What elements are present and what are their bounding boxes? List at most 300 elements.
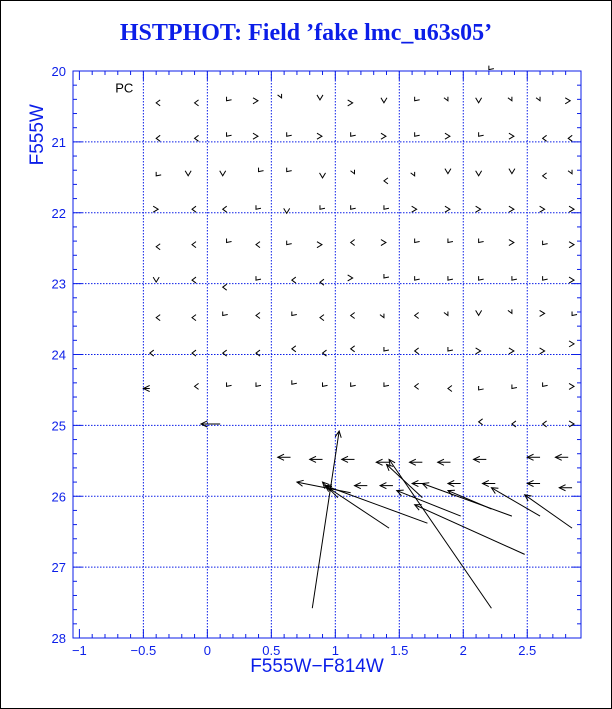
vector-arrow — [201, 421, 220, 427]
arrow-head — [381, 240, 386, 246]
vector-arrow — [415, 97, 420, 101]
arrow-head — [384, 347, 389, 351]
vector-arrow — [223, 206, 227, 212]
arrow-head — [509, 169, 515, 174]
vector-arrow — [317, 95, 323, 100]
arrow-head — [543, 421, 547, 427]
arrow-head — [351, 205, 356, 209]
x-tick-label: 0 — [203, 643, 211, 658]
arrow-head — [351, 240, 355, 246]
arrow-shaft — [415, 505, 525, 555]
axis-ticks — [52, 64, 581, 658]
arrow-head — [445, 133, 450, 139]
arrow-head — [543, 173, 547, 179]
arrow-head — [512, 421, 516, 427]
arrow-head — [317, 133, 322, 139]
arrow-head — [292, 346, 296, 352]
vector-arrow — [153, 206, 158, 212]
arrow-head — [351, 132, 356, 136]
vector-arrow — [543, 382, 548, 386]
arrow-head — [569, 277, 574, 283]
arrow-head — [448, 276, 453, 280]
arrow-head — [512, 276, 517, 280]
vector-arrow — [476, 171, 482, 176]
arrow-head — [156, 172, 161, 176]
arrow-head — [540, 310, 545, 316]
vector-arrow — [527, 454, 540, 460]
arrow-head — [509, 133, 514, 139]
vector-arrow — [156, 315, 160, 321]
vector-arrow — [348, 275, 353, 281]
arrow-shaft — [389, 459, 491, 608]
vector-arrow — [156, 244, 160, 250]
arrow-head — [153, 206, 158, 212]
arrow-head — [415, 239, 420, 243]
vector-arrow — [312, 431, 341, 608]
vector-arrow — [342, 456, 355, 462]
arrow-head — [476, 310, 482, 315]
vector-arrow — [415, 132, 420, 136]
vector-arrow — [317, 133, 322, 139]
vector-arrows — [143, 66, 577, 609]
arrow-head — [569, 206, 574, 212]
vector-arrow — [415, 276, 420, 280]
vector-arrow — [351, 382, 356, 386]
y-tick-label: 28 — [51, 631, 66, 646]
vector-arrow — [384, 382, 389, 386]
vector-arrow — [310, 456, 323, 462]
arrow-head — [195, 383, 199, 389]
vector-arrow — [569, 242, 574, 248]
vector-arrow — [509, 169, 515, 174]
arrow-head — [195, 135, 199, 141]
arrow-head — [476, 171, 482, 176]
vector-arrow — [476, 348, 481, 354]
arrow-head — [509, 206, 514, 212]
arrow-head — [256, 313, 260, 319]
arrow-head — [220, 171, 226, 176]
x-tick-label: 0.5 — [262, 643, 281, 658]
vector-arrow — [482, 480, 495, 486]
vector-arrow — [351, 313, 355, 319]
vector-arrow — [156, 172, 161, 176]
vector-arrow — [384, 205, 389, 209]
arrow-head — [256, 350, 260, 356]
vector-arrow — [415, 383, 419, 389]
arrow-head — [509, 240, 514, 246]
vector-arrow — [351, 170, 355, 174]
arrow-head — [192, 206, 196, 212]
arrow-head — [223, 284, 227, 290]
x-tick-label: 2.5 — [518, 643, 537, 658]
arrow-head — [292, 312, 297, 316]
vector-arrow — [381, 240, 386, 246]
arrow-head — [568, 170, 572, 174]
vector-arrow — [491, 488, 540, 516]
vector-arrow — [227, 132, 232, 136]
arrow-head — [569, 383, 574, 389]
arrow-head — [287, 241, 292, 245]
arrow-head — [543, 382, 548, 386]
vector-arrow — [555, 454, 568, 460]
vector-arrow — [509, 133, 514, 139]
vector-arrow — [287, 168, 292, 172]
arrow-head — [317, 242, 322, 248]
vector-arrow — [512, 385, 517, 389]
arrow-head — [156, 315, 160, 321]
chart-title: HSTPHOT: Field ’fake lmc_u63s05’ — [119, 20, 493, 46]
vector-arrow — [287, 241, 292, 245]
vector-arrow — [568, 170, 572, 174]
vector-arrow — [325, 486, 389, 529]
arrow-head — [227, 382, 232, 386]
arrow-head — [348, 275, 353, 281]
vector-arrow — [351, 132, 356, 136]
arrow-head — [256, 276, 261, 280]
vector-arrow — [156, 135, 160, 141]
arrow-head — [415, 313, 419, 319]
vector-arrow — [185, 171, 191, 176]
vector-arrow — [438, 459, 451, 465]
vector-arrow — [509, 240, 514, 246]
vector-arrow — [540, 206, 545, 212]
arrow-head — [412, 206, 417, 212]
vector-arrow — [559, 485, 572, 491]
vector-arrow — [292, 380, 297, 384]
arrow-head — [227, 132, 232, 136]
arrow-head — [320, 173, 326, 178]
arrow-head — [384, 382, 389, 386]
vector-arrow — [256, 313, 260, 319]
arrow-head — [479, 132, 484, 136]
vector-arrow — [415, 348, 419, 354]
y-tick-label: 26 — [51, 489, 66, 505]
arrow-head — [278, 94, 282, 98]
vector-arrow — [448, 490, 492, 509]
y-tick-label: 22 — [51, 205, 66, 221]
arrow-head — [227, 239, 232, 243]
vector-arrow — [476, 98, 482, 103]
vector-arrow — [415, 239, 420, 243]
vector-arrow — [540, 310, 545, 316]
vector-arrow — [479, 386, 484, 390]
arrow-head — [323, 350, 327, 356]
vector-arrow — [320, 173, 326, 178]
arrow-head — [540, 348, 545, 354]
vector-arrow — [320, 279, 324, 285]
arrow-shaft — [422, 483, 512, 516]
arrow-head — [540, 206, 545, 212]
arrow-head — [150, 350, 154, 356]
vector-arrow — [150, 350, 154, 356]
vector-arrow — [489, 66, 494, 70]
arrow-head — [259, 168, 264, 172]
arrow-head — [351, 382, 356, 386]
arrow-head — [509, 348, 514, 354]
vector-arrow — [223, 350, 227, 356]
vector-arrow — [220, 171, 226, 176]
vector-arrow — [253, 98, 258, 104]
arrow-head — [320, 315, 324, 321]
x-axis-title: F555W−F814W — [250, 656, 384, 677]
vector-arrow — [292, 312, 297, 316]
arrow-head — [292, 277, 296, 283]
vector-arrow — [320, 205, 325, 209]
vector-arrow — [355, 483, 368, 489]
vector-arrow — [543, 173, 547, 179]
arrow-head — [569, 341, 574, 347]
arrow-head — [568, 135, 572, 141]
arrow-head — [192, 315, 196, 321]
arrow-head — [317, 95, 323, 100]
vector-arrow — [445, 206, 450, 212]
arrow-head — [223, 206, 227, 212]
vector-arrow — [569, 206, 574, 212]
arrow-head — [508, 309, 512, 313]
arrow-head — [415, 383, 419, 389]
vector-arrow — [448, 386, 452, 392]
vector-arrow — [572, 312, 577, 316]
arrow-head — [444, 97, 448, 101]
vector-arrow — [479, 132, 484, 136]
y-tick-label: 27 — [51, 560, 66, 576]
vector-arrow — [287, 132, 292, 136]
arrow-head — [476, 348, 481, 354]
vector-arrow — [509, 206, 514, 212]
arrow-head — [508, 97, 512, 101]
arrow-head — [381, 98, 387, 103]
vector-arrow — [156, 100, 160, 106]
vector-arrow — [568, 135, 572, 141]
vector-arrow — [223, 312, 228, 316]
arrow-head — [384, 274, 389, 278]
vector-arrow — [540, 348, 545, 354]
arrow-head — [543, 276, 548, 280]
vector-arrow — [192, 315, 196, 321]
arrow-head — [192, 277, 196, 283]
vector-arrow — [474, 456, 487, 462]
arrow-head — [536, 97, 540, 101]
vector-arrow — [444, 97, 448, 101]
vector-arrow — [444, 312, 448, 316]
arrow-shaft — [325, 486, 427, 524]
arrow-head — [195, 100, 199, 106]
vector-arrow — [543, 135, 547, 141]
arrow-head — [415, 132, 420, 136]
vector-arrow — [292, 277, 296, 283]
vector-arrow — [380, 314, 384, 318]
vector-arrow — [323, 382, 328, 386]
vector-arrow — [348, 100, 353, 106]
arrow-head — [411, 172, 415, 176]
arrow-head — [192, 242, 196, 248]
y-tick-label: 23 — [51, 276, 66, 292]
vector-arrow — [192, 350, 196, 356]
arrow-head — [287, 168, 292, 172]
arrow-head — [223, 350, 227, 356]
vector-arrow — [448, 239, 453, 243]
arrow-head — [348, 100, 353, 106]
arrow-head — [380, 314, 384, 318]
arrow-head — [351, 346, 355, 352]
vector-arrow — [351, 205, 356, 209]
arrow-head — [476, 206, 481, 212]
arrow-head — [253, 98, 258, 104]
arrow-head — [192, 350, 196, 356]
arrow-head — [256, 382, 261, 386]
arrow-head — [525, 495, 532, 501]
arrow-head — [444, 312, 448, 316]
vector-arrow — [292, 346, 296, 352]
vector-arrow — [351, 346, 355, 352]
arrow-head — [153, 277, 159, 282]
vector-arrow — [569, 383, 574, 389]
vector-arrow — [320, 315, 324, 321]
arrow-head — [287, 132, 292, 136]
arrow-head — [445, 206, 450, 212]
arrow-head — [569, 421, 574, 427]
arrow-head — [384, 205, 389, 209]
vector-arrow — [380, 483, 393, 489]
vector-arrow — [195, 135, 199, 141]
vector-arrow — [384, 274, 389, 278]
vector-arrow — [512, 276, 517, 280]
arrow-head — [448, 347, 453, 351]
arrow-head — [351, 170, 355, 174]
arrow-head — [476, 98, 482, 103]
vector-arrow — [412, 206, 417, 212]
arrow-head — [320, 205, 325, 209]
arrow-head — [565, 98, 570, 104]
vector-arrow — [569, 277, 574, 283]
y-axis-title: F555W — [27, 104, 48, 166]
y-tick-label: 25 — [51, 418, 66, 434]
arrow-head — [415, 276, 420, 280]
arrow-head — [479, 276, 484, 280]
vector-arrow — [415, 313, 419, 319]
vector-arrow — [259, 168, 264, 172]
vector-arrow — [410, 459, 423, 465]
vector-arrow — [227, 239, 232, 243]
vector-arrow — [415, 505, 525, 555]
vector-arrow — [256, 382, 261, 386]
arrow-head — [381, 133, 386, 139]
arrow-shaft — [325, 486, 389, 529]
vector-arrow — [508, 97, 512, 101]
vector-arrow — [284, 208, 290, 213]
vector-arrow — [411, 172, 415, 176]
vector-arrow — [476, 310, 482, 315]
vector-arrow — [253, 133, 258, 139]
arrow-head — [479, 386, 484, 390]
vector-arrow — [448, 480, 461, 486]
vector-arrow — [256, 205, 261, 209]
x-tick-label: −0.5 — [130, 643, 157, 658]
arrow-head — [292, 380, 297, 384]
arrow-head — [448, 239, 453, 243]
y-tick-label: 24 — [51, 347, 66, 363]
arrow-head — [156, 244, 160, 250]
vector-arrow — [278, 454, 291, 460]
arrow-shaft — [448, 491, 492, 509]
arrow-head — [156, 100, 160, 106]
x-tick-label: 1 — [331, 643, 339, 658]
vector-arrow — [479, 419, 483, 425]
vector-arrow — [195, 383, 199, 389]
vector-arrow — [192, 242, 196, 248]
vector-arrow — [389, 459, 491, 608]
arrow-head — [448, 386, 452, 392]
arrow-head — [156, 135, 160, 141]
x-tick-label: 2 — [459, 643, 467, 658]
grid-lines — [73, 71, 581, 638]
arrow-head — [415, 97, 420, 101]
vector-arrow — [381, 98, 387, 103]
vector-arrow — [527, 480, 540, 486]
vector-arrow — [256, 242, 260, 248]
arrow-head — [445, 169, 451, 174]
arrow-head — [512, 385, 517, 389]
vector-arrow — [543, 421, 547, 427]
vector-arrow — [227, 97, 232, 101]
vector-arrow — [223, 284, 227, 290]
vector-arrow — [509, 348, 514, 354]
y-tick-label: 21 — [51, 134, 66, 150]
arrow-head — [479, 239, 484, 243]
vector-arrow — [143, 385, 149, 391]
arrow-head — [543, 241, 548, 245]
x-tick-label: 1.5 — [390, 643, 409, 658]
vector-arrow — [278, 94, 282, 98]
vector-arrow — [256, 350, 260, 356]
vector-arrow — [543, 276, 548, 280]
vector-arrow — [536, 97, 540, 101]
vector-arrow — [448, 276, 453, 280]
vector-arrow — [192, 277, 196, 283]
x-tick-label: −1 — [71, 643, 87, 658]
vector-arrow — [543, 241, 548, 245]
arrow-shaft — [491, 488, 540, 516]
pc-annotation: PC — [115, 80, 134, 96]
vector-arrow — [479, 239, 484, 243]
arrow-head — [227, 97, 232, 101]
vector-arrow — [323, 350, 327, 356]
arrow-head — [543, 135, 547, 141]
arrow-head — [320, 279, 324, 285]
arrow-head — [415, 348, 419, 354]
arrow-head — [253, 133, 258, 139]
vector-arrow — [317, 242, 322, 248]
vector-arrow — [445, 133, 450, 139]
vector-arrow — [351, 240, 355, 246]
vector-arrow — [569, 421, 574, 427]
vector-arrow — [384, 347, 389, 351]
vector-arrow — [256, 276, 261, 280]
vector-arrow — [195, 100, 199, 106]
y-tick-label: 20 — [51, 64, 66, 79]
vector-arrow — [422, 483, 512, 516]
vector-arrow — [445, 169, 451, 174]
vector-arrow — [153, 277, 159, 282]
vector-arrow — [381, 133, 386, 139]
arrow-head — [223, 312, 228, 316]
arrow-head — [489, 66, 494, 70]
arrow-head — [569, 242, 574, 248]
arrow-head — [284, 208, 290, 213]
arrow-head — [185, 171, 191, 176]
arrow-head — [351, 313, 355, 319]
vector-arrow — [565, 98, 570, 104]
